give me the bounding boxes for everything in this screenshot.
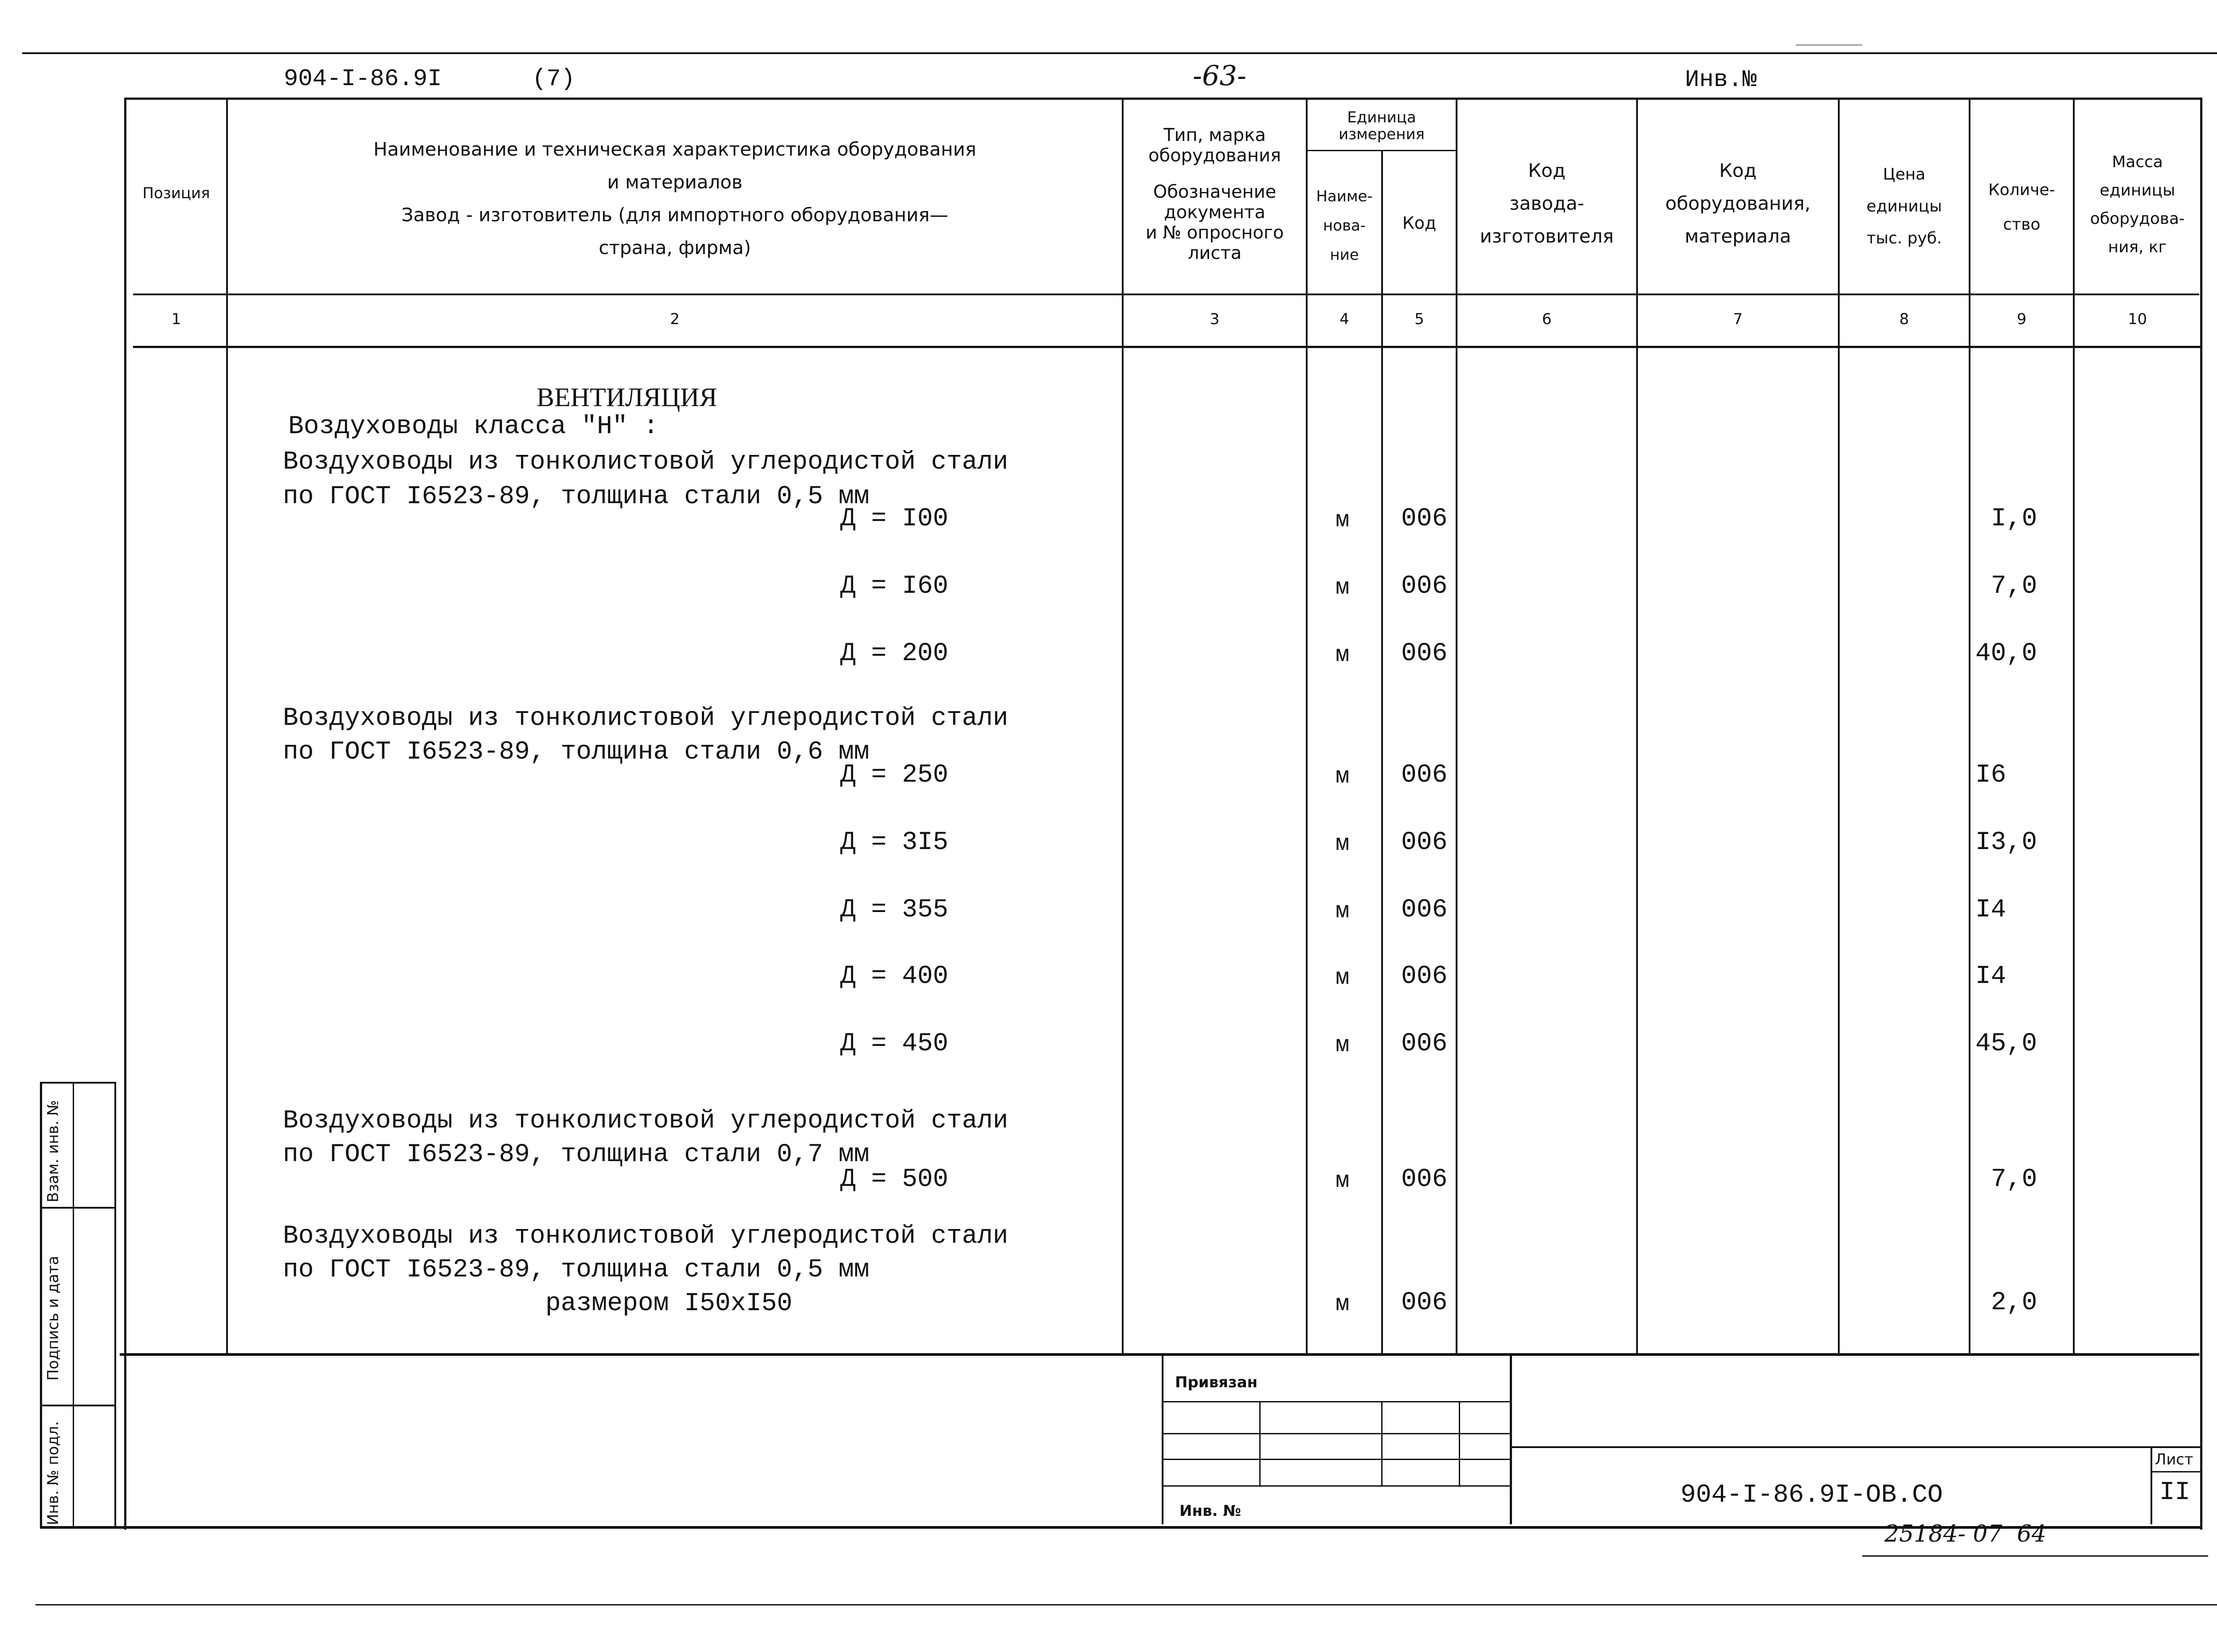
header-bottom-border [133, 294, 2199, 295]
table-row [0, 761, 2217, 796]
header-mass-line1: Масса [2112, 153, 2163, 171]
row-unit: м [1336, 763, 1350, 790]
header-position: Позиция [142, 184, 210, 202]
header-unit-code: Код [1402, 213, 1437, 233]
margin-replace-inv: Взам. инв. № [44, 1100, 62, 1202]
group-4-line3: размером I50хI50 [545, 1289, 792, 1318]
numbers-bottom-border [133, 346, 2202, 348]
stamp-left-border [1162, 1356, 1163, 1524]
header-price-line2: единицы [1866, 197, 1942, 215]
top-rule-faint [1796, 44, 1862, 46]
header-type-line1: Тип, марка [1163, 125, 1266, 145]
header-unit-line2: измерения [1338, 125, 1425, 143]
row-size: Д = 500 [840, 1165, 948, 1194]
row-code: 006 [1401, 572, 1448, 601]
header-name-line4: страна, фирма) [599, 237, 751, 258]
header-quantity [1970, 173, 2073, 242]
header-plant-code-line1: Код [1528, 160, 1566, 181]
col-number-3: 3 [1210, 310, 1220, 328]
margin-box-left [40, 1082, 42, 1529]
row-code: 006 [1401, 1288, 1448, 1317]
col-number-2: 2 [670, 310, 680, 328]
group-1-line2: по ГОСТ I6523-89, толщина стали 0,5 мм [283, 482, 870, 511]
header-name-line3: Завод - изготовитель (для импортного оборудования— [401, 204, 948, 226]
header-equipment-code [1638, 154, 1838, 253]
row-code: 006 [1401, 1165, 1448, 1194]
sheet-box-left [2150, 1446, 2152, 1524]
table-row [0, 896, 2217, 931]
table-row [0, 962, 2217, 998]
header-quantity-line2: ство [2003, 215, 2041, 234]
margin-box-top [40, 1082, 116, 1084]
row-code: 006 [1401, 761, 1448, 790]
table-row [0, 505, 2217, 540]
stamp-sheet-number: II [2159, 1478, 2190, 1507]
stamp-doc-code: 904-I-86.9I-ОВ.СО [1680, 1481, 1943, 1510]
group-3-line1: Воздуховоды из тонколистовой углеродистой стали [283, 1107, 1008, 1135]
stamp-sheet-label: Лист [2155, 1451, 2193, 1468]
col-number-10: 10 [2127, 310, 2147, 328]
page-bottom-rule [35, 1604, 2217, 1605]
header-name-line1: Наименование и техническая характеристика оборудования [373, 138, 976, 160]
top-rule [22, 52, 2217, 54]
margin-box-div1 [40, 1207, 116, 1209]
row-qty: 45,0 [1975, 1030, 2037, 1058]
header-plant-code [1457, 154, 1636, 253]
row-unit: м [1336, 507, 1350, 533]
row-unit: м [1336, 1168, 1350, 1194]
header-unit-name-line2: нова- [1323, 217, 1366, 235]
header-mass-line2: единицы [2099, 181, 2175, 200]
row-unit: м [1336, 965, 1350, 991]
row-qty: 7,0 [1991, 572, 2037, 601]
sheet-box-mid [2150, 1471, 2200, 1472]
header-type-line3: Обозначение [1153, 182, 1277, 202]
row-size: Д = 450 [840, 1030, 948, 1058]
col-number-9: 9 [2017, 310, 2027, 328]
row-qty: I6 [1975, 761, 2006, 790]
header-mass [2075, 148, 2200, 262]
doc-code-top: 904-I-86.9I [284, 66, 442, 93]
body-bottom-border [120, 1353, 2199, 1356]
row-size: Д = 400 [840, 962, 948, 991]
inv-label: Инв.№ [1685, 67, 1757, 94]
header-name-line2: и материалов [607, 171, 743, 193]
row-qty: I3,0 [1975, 828, 2037, 857]
stamp-inv-no: Инв. № [1179, 1502, 1242, 1520]
row-size: Д = 3I5 [840, 828, 948, 857]
frame-bottom-border [40, 1526, 2202, 1529]
col-number-7: 7 [1733, 310, 1743, 328]
table-row [0, 639, 2217, 675]
margin-box-inner [73, 1082, 74, 1529]
row-unit: м [1336, 642, 1350, 668]
header-mass-line3: оборудова- [2090, 210, 2185, 228]
table-row [0, 1165, 2217, 1201]
row-qty: 2,0 [1991, 1288, 2037, 1317]
stamp-vline-3 [1459, 1402, 1460, 1485]
table-row [0, 828, 2217, 864]
row-code: 006 [1401, 896, 1448, 924]
stamp-row-line-1 [1163, 1401, 1510, 1402]
row-unit: м [1336, 1291, 1350, 1317]
header-type-line5: и № опросного [1145, 223, 1284, 243]
header-mass-line4: ния, кг [2108, 238, 2167, 256]
bottom-note: 25184- 07 64 [1884, 1521, 2046, 1547]
row-qty: I4 [1975, 896, 2006, 924]
row-qty: I4 [1975, 962, 2006, 991]
header-unit-group [1308, 109, 1456, 143]
group-1-line1: Воздуховоды из тонколистовой углеродистой стали [283, 448, 1008, 477]
col-number-1: 1 [171, 310, 181, 328]
header-type-line6: листа [1187, 243, 1242, 263]
stamp-code-top-line [1512, 1446, 2202, 1448]
header-type [1124, 125, 1306, 263]
stamp-vline-2 [1381, 1402, 1383, 1485]
stamp-privyazan: Привязан [1175, 1374, 1258, 1391]
sheet-in-parens: (7) [532, 66, 576, 93]
row-qty: 7,0 [1991, 1165, 2037, 1194]
stamp-vline-1 [1259, 1402, 1261, 1485]
row-code: 006 [1401, 639, 1448, 668]
row-unit: м [1336, 575, 1350, 601]
row-size: Д = 200 [840, 639, 948, 668]
row-unit: м [1336, 1032, 1350, 1058]
margin-signature-date: Подпись и дата [44, 1256, 62, 1381]
header-unit-name [1308, 182, 1381, 270]
header-equipment-code-line3: материала [1684, 225, 1791, 247]
header-price [1840, 159, 1969, 254]
row-size: Д = I00 [840, 505, 948, 533]
header-type-line4: документа [1164, 202, 1265, 223]
header-equipment-code-line2: оборудования, [1665, 192, 1811, 214]
col-number-4: 4 [1340, 310, 1349, 328]
row-qty: 40,0 [1975, 639, 2037, 668]
header-price-line1: Цена [1883, 165, 1926, 184]
row-size: Д = 355 [840, 896, 948, 924]
header-name [228, 133, 1122, 264]
header-unit-name-line1: Наиме- [1316, 188, 1373, 205]
header-unit-line1: Единица [1347, 109, 1416, 126]
stamp-row-line-4 [1163, 1485, 1510, 1487]
header-type-line2: оборудования [1148, 145, 1281, 166]
row-code: 006 [1401, 505, 1448, 533]
row-unit: м [1336, 898, 1350, 924]
group-2-line2: по ГОСТ I6523-89, толщина стали 0,6 мм [283, 738, 870, 767]
table-row [0, 572, 2217, 607]
lower-rule [1862, 1555, 2208, 1557]
table-row [0, 1030, 2217, 1065]
stamp-row-line-2 [1163, 1433, 1510, 1434]
table-top-border [124, 98, 2202, 100]
row-size: Д = I60 [840, 572, 948, 601]
margin-box-right [114, 1082, 116, 1529]
row-size: Д = 250 [840, 761, 948, 790]
header-price-line3: тыс. руб. [1866, 229, 1942, 247]
group-4-line2: по ГОСТ I6523-89, толщина стали 0,5 мм [283, 1256, 870, 1284]
header-equipment-code-line1: Код [1719, 160, 1757, 181]
row-code: 006 [1401, 828, 1448, 857]
group-4-line1: Воздуховоды из тонколистовой углеродистой стали [283, 1222, 1008, 1251]
header-plant-code-line3: изготовителя [1480, 225, 1614, 247]
margin-orig-inv: Инв. № подл. [44, 1421, 62, 1525]
header-unit-name-line3: ние [1330, 246, 1359, 264]
table-row [0, 1288, 2217, 1324]
group-2-line1: Воздуховоды из тонколистовой углеродистой стали [283, 704, 1008, 733]
row-code: 006 [1401, 962, 1448, 991]
class-line: Воздуховоды класса "Н" : [288, 412, 659, 441]
section-title: ВЕНТИЛЯЦИЯ [537, 383, 717, 412]
group-3-line2: по ГОСТ I6523-89, толщина стали 0,7 мм [283, 1140, 870, 1169]
margin-box-div2 [40, 1405, 116, 1406]
stamp-row-line-3 [1163, 1459, 1510, 1460]
col-number-6: 6 [1542, 310, 1552, 328]
row-code: 006 [1401, 1030, 1448, 1058]
col-number-5: 5 [1414, 310, 1424, 328]
stamp-mid-border [1510, 1353, 1512, 1524]
row-unit: м [1336, 831, 1350, 857]
header-quantity-line1: Количе- [1988, 181, 2055, 199]
row-qty: I,0 [1991, 505, 2037, 533]
col-number-8: 8 [1899, 310, 1909, 328]
header-plant-code-line2: завода- [1509, 192, 1584, 214]
page-number: -63- [1193, 59, 1246, 92]
unit-group-divider [1306, 150, 1457, 151]
